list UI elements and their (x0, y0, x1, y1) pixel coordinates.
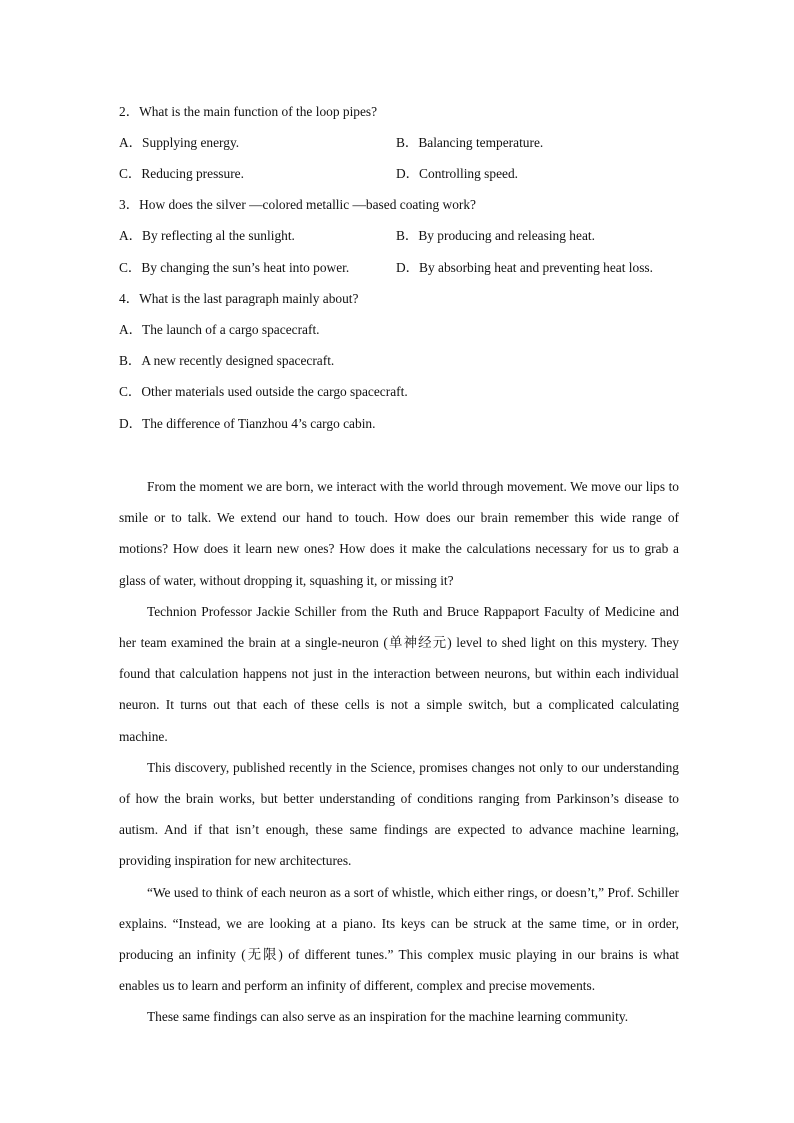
passage-paragraph: From the moment we are born, we interact with the world through movement. We move our lips to smile or to talk. We extend our hand to touch. How does our brain remember this wide range of motions? How does it learn new ones? How does it make the calculations necessary for us to grab a glass of water, without dropping it, squashing it, or missing it? (119, 479, 679, 588)
question-4-option-b: B．A new recently designed spacecraft. (119, 353, 335, 368)
passage-paragraph: This discovery, published recently in the Science, promises changes not only to our understanding of how the brain works, but better understanding of conditions ranging from Parkinson’s disease to autism. And if that isn’t enough, these same findings are expected to advance machine learning, providing inspiration for new architectures. (119, 759, 679, 869)
question-2-option-d: D．Controlling speed. (396, 166, 518, 181)
question-4-option-d: D．The difference of Tianzhou 4’s cargo cabin. (119, 416, 376, 431)
passage-paragraph: Technion Professor Jackie Schiller from the Ruth and Bruce Rappaport Faculty of Medicine and her team examined the brain at a single-neuron (单神经元) level to shed light on this mystery. They found that calculation happens not just in the interaction between neurons, but within each individual neuron. It turns out that each of these cells is not a simple switch, but a complicated calculating machine. (119, 603, 679, 744)
question-2-option-b: B．Balancing temperature. (396, 135, 544, 150)
reading-passage (119, 471, 679, 1033)
question-4-stem: 4．What is the last paragraph mainly about? (119, 291, 359, 306)
question-3-option-b: B．By producing and releasing heat. (396, 228, 595, 243)
question-3-option-a: A．By reflecting al the sunlight. (119, 228, 295, 243)
question-3-stem: 3．How does the silver —colored metallic —based coating work? (119, 197, 476, 212)
question-4-option-c: C．Other materials used outside the cargo spacecraft. (119, 384, 408, 399)
passage-paragraph: These same findings can also serve as an inspiration for the machine learning community. (147, 1009, 629, 1025)
question-3-option-d: D．By absorbing heat and preventing heat loss. (396, 260, 653, 275)
question-2-stem: 2．What is the main function of the loop pipes? (119, 104, 378, 119)
question-4-option-a: A．The launch of a cargo spacecraft. (119, 322, 320, 337)
question-2-option-c: C．Reducing pressure. (119, 166, 244, 181)
passage-paragraph: “We used to think of each neuron as a sort of whistle, which either rings, or doesn’t,” Prof. Schiller explains. “Instead, we are looking at a piano. Its keys can be struck at the same time, or in order, producing an infinity (无限) of different tunes.” This complex music playing in our brains is what enables us to learn and perform an infinity of different, complex and precise movements. (119, 884, 679, 994)
question-3-option-c: C．By changing the sun’s heat into power. (119, 260, 350, 275)
question-2-option-a: A．Supplying energy. (119, 135, 240, 150)
